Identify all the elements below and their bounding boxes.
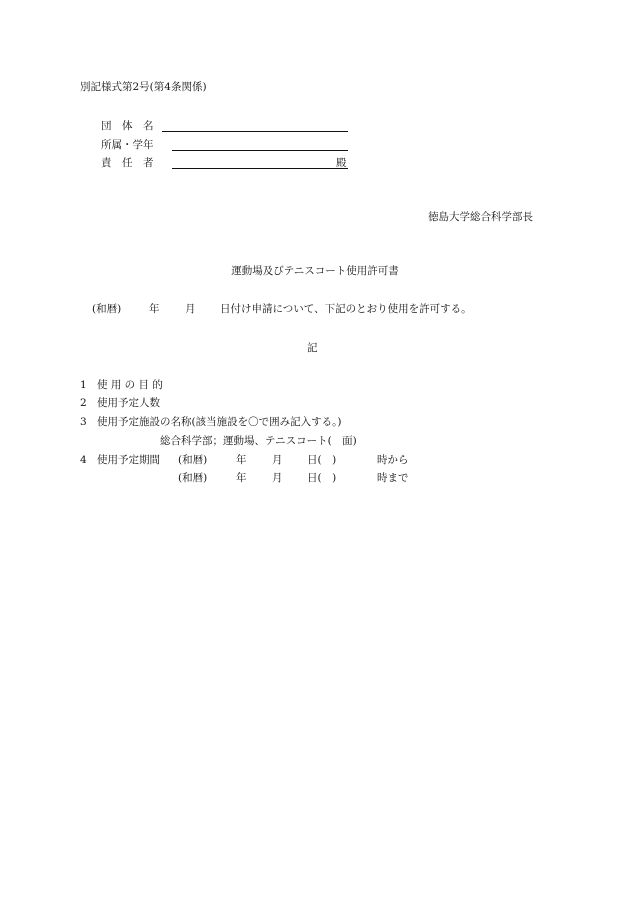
statement-month: 月: [185, 303, 196, 315]
responsible-line[interactable]: [172, 168, 348, 169]
affiliation-line[interactable]: [172, 150, 348, 151]
group-name-line[interactable]: [162, 131, 348, 132]
item-3-label: 使用予定施設の名称(該当施設を〇で囲み記入する。): [97, 416, 342, 428]
ki-heading: 記: [307, 342, 318, 354]
period-from-era: (和暦): [178, 454, 208, 466]
statement-text: 日付け申請について、下記のとおり使用を許可する。: [220, 303, 472, 315]
period-from-month: 月: [272, 454, 283, 466]
item-2-label: 使用予定人数: [97, 397, 160, 409]
period-to-month: 月: [272, 472, 283, 484]
period-from-day: 日( ): [307, 454, 337, 466]
affiliation-label: 所属・学年: [101, 139, 154, 151]
honorific: 殿: [336, 157, 347, 169]
responsible-label: 責 任 者: [101, 157, 154, 169]
item-1-label: 使 用 の 目 的: [97, 379, 163, 391]
document-title: 運動場及びテニスコート使用許可書: [231, 265, 399, 277]
item-4-label: 使用予定期間: [97, 454, 160, 466]
statement-era: (和暦): [92, 303, 122, 315]
item-2-number: 2: [80, 397, 87, 409]
item-4-number: 4: [80, 454, 87, 466]
period-to-era: (和暦): [178, 472, 208, 484]
group-name-label: 団 体 名: [101, 120, 154, 132]
item-3-detail: 総合科学部；運動場、テニスコート( 面): [160, 435, 357, 447]
period-to-year: 年: [236, 472, 247, 484]
item-3-number: 3: [80, 416, 87, 428]
period-to-time: 時まで: [377, 472, 409, 484]
period-from-year: 年: [236, 454, 247, 466]
item-1-number: 1: [80, 379, 87, 391]
period-from-time: 時から: [377, 454, 409, 466]
form-number: 別記様式第2号(第4条関係): [80, 81, 207, 93]
issuer: 徳島大学総合科学部長: [428, 211, 533, 223]
period-to-day: 日( ): [307, 472, 337, 484]
statement-year: 年: [149, 303, 160, 315]
